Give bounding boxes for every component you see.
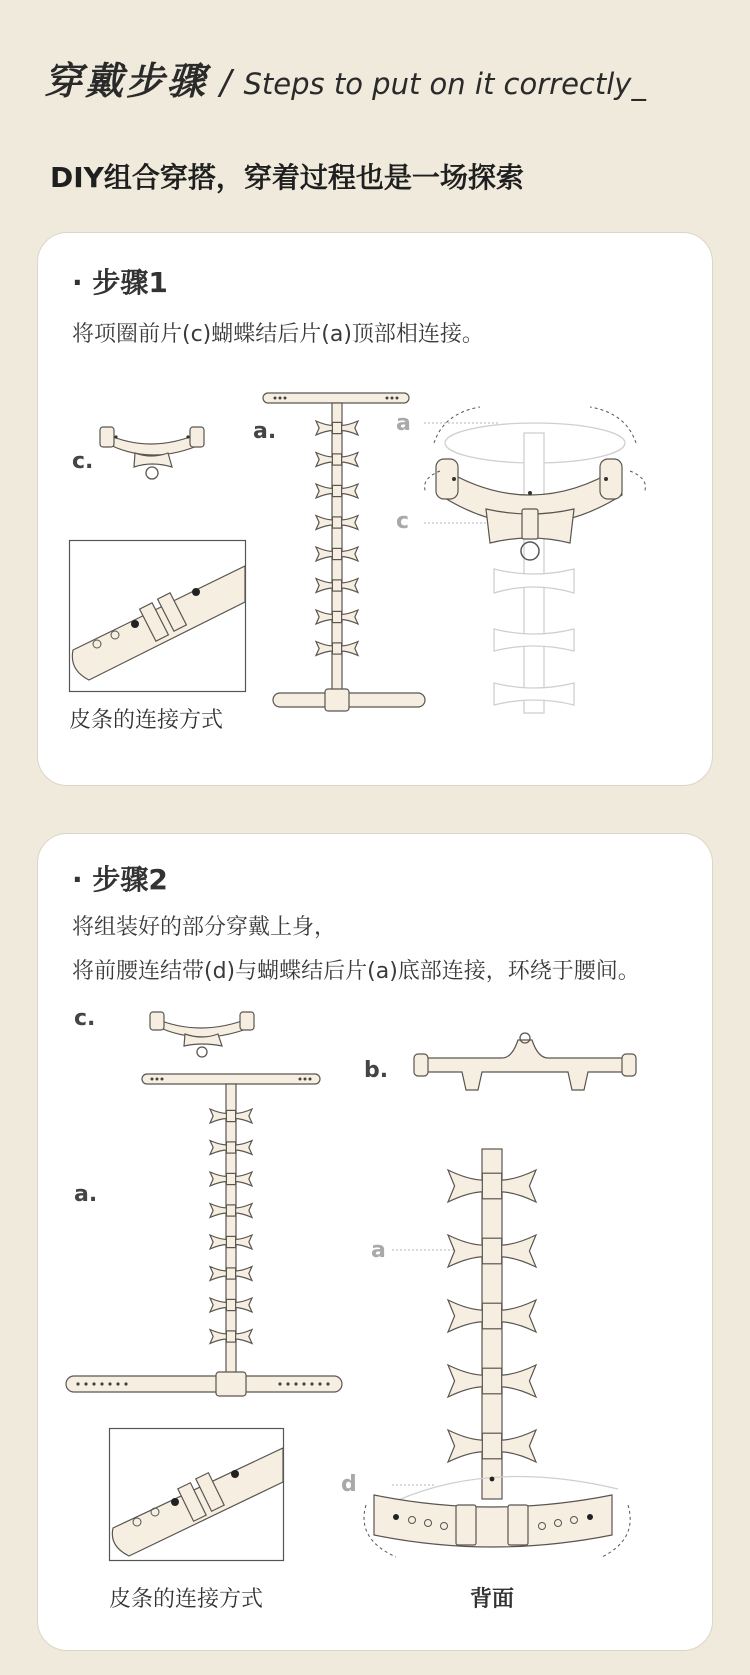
step2-card (37, 833, 713, 1651)
step2-strap-connection-inset (109, 1428, 285, 1562)
step2-label-c: c. (74, 1006, 96, 1031)
bow-knot (332, 548, 341, 559)
bow-knot (482, 1368, 501, 1394)
strap-connection-inset (69, 540, 247, 692)
step1-assembled-illustration (410, 393, 670, 713)
step1-label-a: a. (253, 419, 277, 444)
strap-hole (124, 1382, 127, 1385)
strap-hole (294, 1382, 297, 1385)
bow-knot (332, 580, 341, 591)
bow-knot (482, 1303, 501, 1329)
step2-title: · 步骤2 (72, 863, 168, 896)
strap-hole (318, 1382, 321, 1385)
step2-label-a: a. (74, 1182, 98, 1207)
step1-callout-c: c (396, 509, 410, 534)
step1-label-c: c. (72, 449, 94, 474)
step2-callout-d: d (341, 1472, 357, 1497)
bow-knot (226, 1173, 235, 1184)
bow-back-a-illustration (263, 393, 423, 713)
strap-hole (84, 1382, 87, 1385)
step2-back-view-illustration (356, 1149, 656, 1559)
bow-knot (332, 611, 341, 622)
strap-hole (286, 1382, 289, 1385)
step2-bow-back-a-illustration (66, 1074, 346, 1404)
page-header (44, 50, 646, 105)
step2-description-line1: 将组装好的部分穿戴上身， (72, 915, 337, 940)
step2-label-b: b. (364, 1058, 389, 1083)
step2-collar-c-illustration (150, 1004, 260, 1060)
collar-front-c-illustration (100, 413, 210, 483)
step2-description-line2: 将前腰连结带(d)与蝴蝶结后片(a)底部连接，环绕于腰间。 (72, 959, 640, 984)
strap-hole (302, 1382, 305, 1385)
strap-hole (310, 1382, 313, 1385)
strap-hole (116, 1382, 119, 1385)
page-title-zh: 穿戴步骤 (44, 59, 209, 103)
strap-hole (100, 1382, 103, 1385)
bow-knot (332, 422, 341, 433)
bow-knot (482, 1433, 501, 1459)
bow-knot (226, 1236, 235, 1247)
page-title-en: Steps to put on it correctly_ (243, 67, 646, 101)
title-separator: / (220, 63, 232, 103)
bow-knot (226, 1331, 235, 1342)
step2-inset-caption: 皮条的连接方式 (109, 1587, 264, 1612)
step1-title: · 步骤1 (72, 266, 168, 299)
page-subtitle: DIY组合穿搭，穿着过程也是一场探索 (50, 161, 524, 194)
step2-callout-a: a (371, 1238, 386, 1263)
bow-knot (482, 1173, 501, 1199)
step1-description: 将项圈前片(c)蝴蝶结后片(a)顶部相连接。 (72, 322, 484, 347)
bow-knot (226, 1299, 235, 1310)
bow-knot (482, 1238, 501, 1264)
step1-card (37, 232, 713, 786)
bow-knot (226, 1268, 235, 1279)
step1-callout-a: a (396, 411, 411, 436)
strap-hole (92, 1382, 95, 1385)
bow-knot (332, 485, 341, 496)
step1-inset-caption: 皮条的连接方式 (69, 708, 224, 733)
strap-hole (278, 1382, 281, 1385)
bow-knot (332, 517, 341, 528)
bow-knot (226, 1142, 235, 1153)
bow-knot (332, 643, 341, 654)
strap-hole (326, 1382, 329, 1385)
strap-hole (108, 1382, 111, 1385)
front-waist-b-illustration (412, 1030, 642, 1110)
bow-knot (226, 1110, 235, 1121)
strap-hole (76, 1382, 79, 1385)
back-view-caption: 背面 (470, 1587, 515, 1612)
bow-knot (332, 454, 341, 465)
bow-knot (226, 1205, 235, 1216)
